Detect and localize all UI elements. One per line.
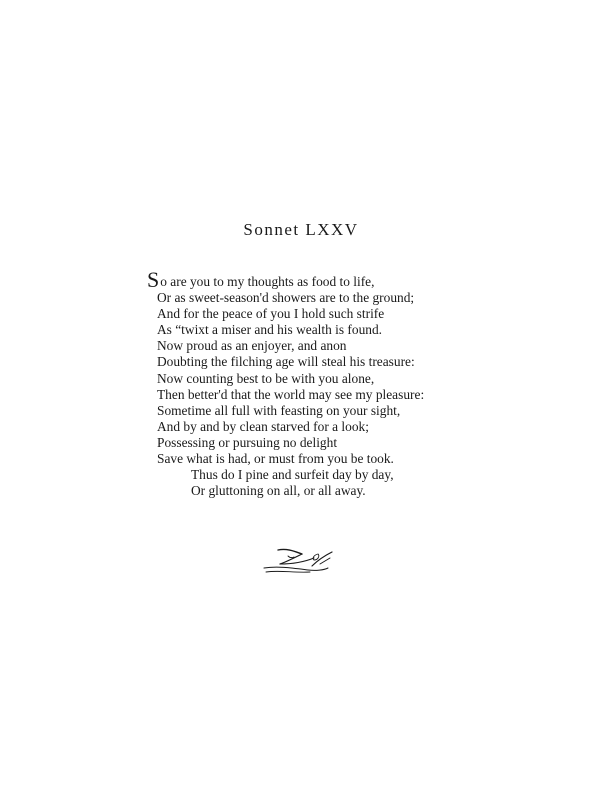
- poem-line-4: As “twixt a miser and his wealth is found.: [157, 322, 382, 338]
- poem-line-9: Sometime all full with feasting on your sight,: [157, 402, 401, 418]
- poem-body: [147, 267, 487, 499]
- poem-line-2: Or as sweet-season'd showers are to the ground;: [157, 290, 415, 306]
- poem-line-10: And by and by clean starved for a look;: [157, 418, 369, 434]
- poem-line-12: Save what is had, or must from you be took.: [157, 451, 394, 467]
- poem-line-11: Possessing or pursuing no delight: [157, 434, 338, 450]
- poem-line-6: Doubting the filching age will steal his treasure:: [157, 354, 415, 370]
- poem-line-1-text: o are you to my thoughts as food to life,: [160, 274, 375, 289]
- poem-line-3: And for the peace of you I hold such strife: [157, 306, 385, 322]
- couplet-line-2: Or gluttoning on all, or all away.: [191, 483, 366, 499]
- drop-cap: S: [147, 267, 160, 292]
- poem-line-1: [147, 267, 487, 292]
- poem-line-8: Then better'd that the world may see my pleasure:: [157, 386, 425, 402]
- page-title: Sonnet LXXV: [243, 220, 359, 239]
- flourish-ornament-icon: [258, 540, 338, 580]
- poem-line-5: Now proud as an enjoyer, and anon: [157, 338, 347, 354]
- poem-line-7: Now counting best to be with you alone,: [157, 370, 375, 386]
- couplet-line-1: Thus do I pine and surfeit day by day,: [191, 467, 394, 483]
